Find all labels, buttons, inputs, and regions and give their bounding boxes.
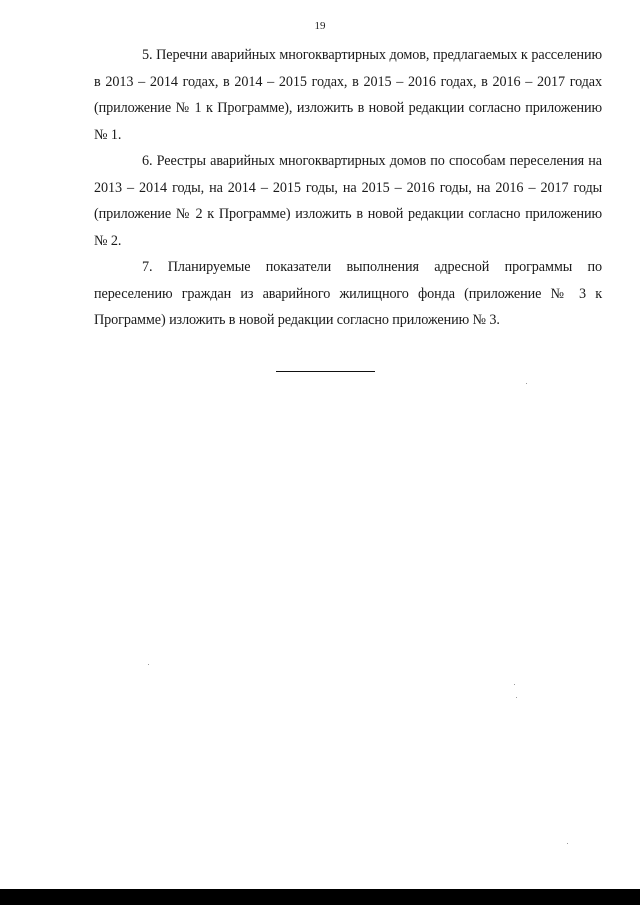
scan-bottom-edge [0, 889, 640, 905]
end-separator-line [276, 371, 375, 372]
scan-speck [514, 684, 515, 685]
paragraph-item-7: 7. Планируемые показатели выполнения адресной программы по переселению граждан из аварийного жилищного фонда (приложение № 3 к Программе) изложить в новой редакции согласно приложению № 3. [94, 259, 602, 328]
page-number: 19 [314, 20, 326, 32]
scan-speck [516, 697, 517, 698]
scan-speck [567, 843, 568, 844]
document-body [94, 42, 602, 334]
scan-speck [526, 383, 527, 384]
paragraph-item-5: 5. Перечни аварийных многоквартирных домов, предлагаемых к расселению в 2013 – 2014 годах, в 2014 – 2015 годах, в 2015 – 2016 годах, в 2016 – 2017 годах (приложение № 1 к Программе), изложить в новой редакции согласно приложению № 1. [94, 47, 602, 143]
paragraph-item-6: 6. Реестры аварийных многоквартирных домов по способам переселения на 2013 – 2014 годы, на 2014 – 2015 годы, на 2015 – 2016 годы, на 2016 – 2017 годы (приложение № 2 к Программе) изложить в новой редакции согласно приложению № 2. [94, 153, 602, 249]
scan-speck [148, 664, 149, 665]
